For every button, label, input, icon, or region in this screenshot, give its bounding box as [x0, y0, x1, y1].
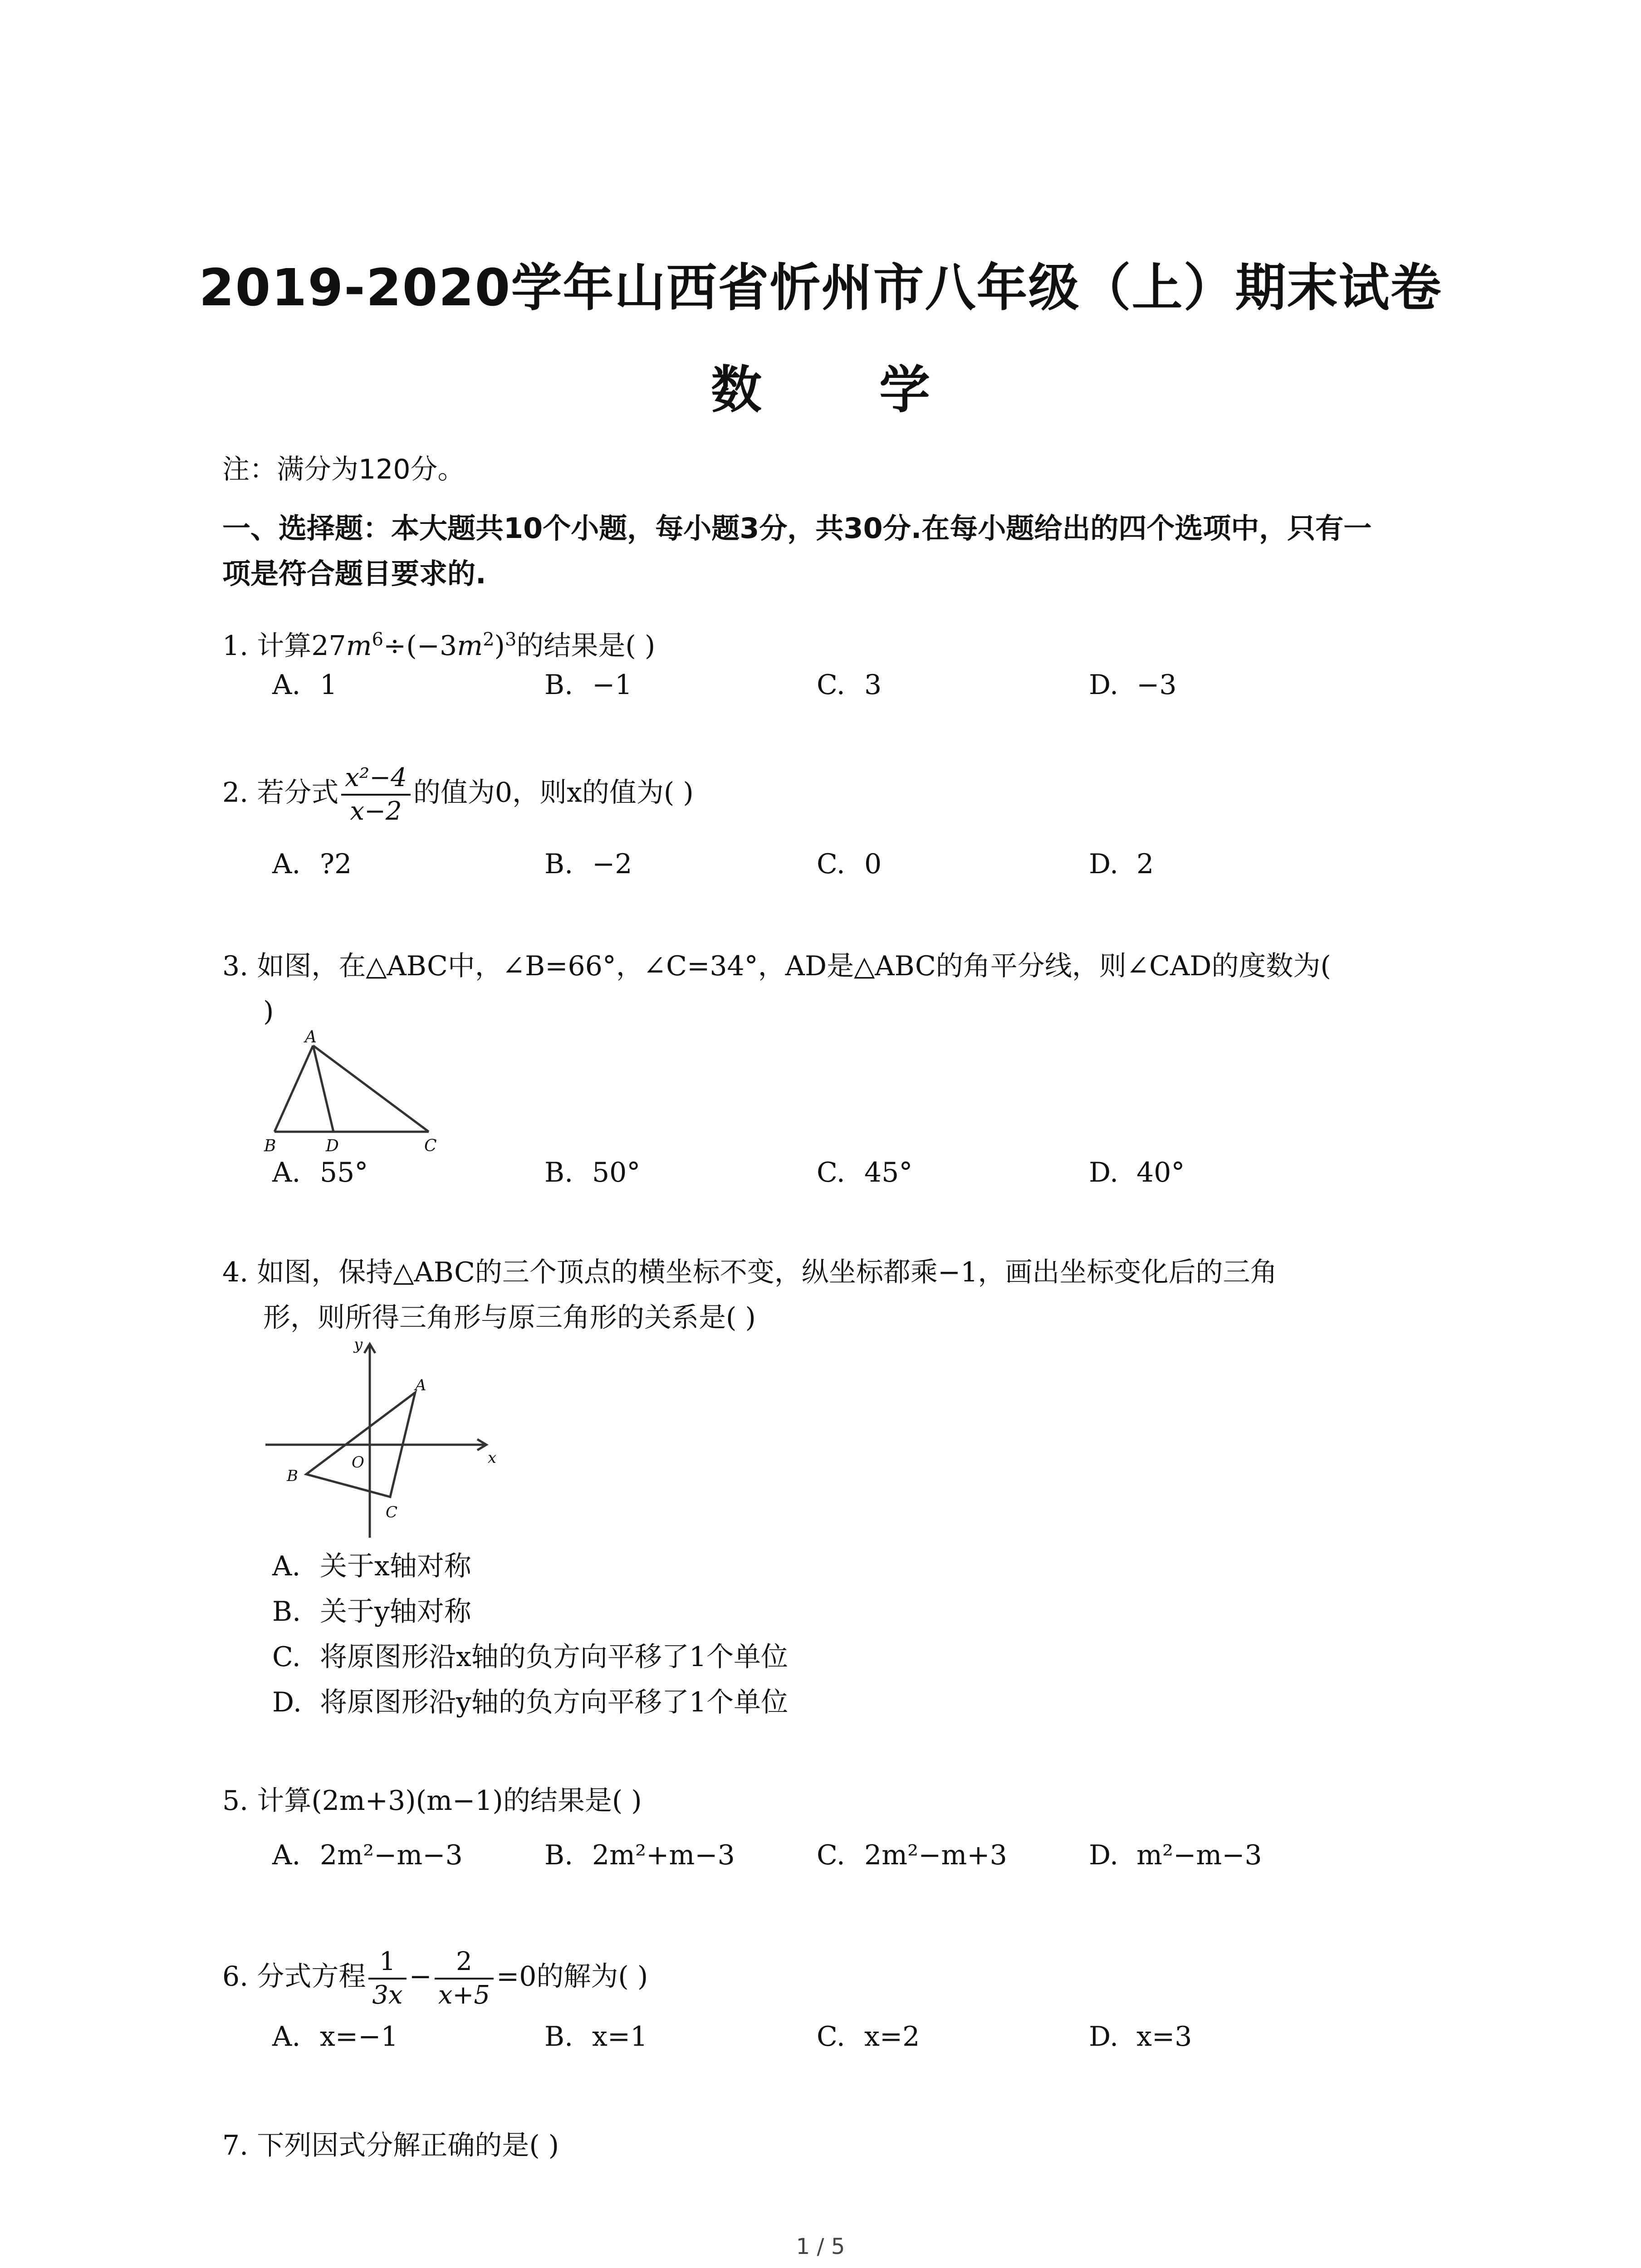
triangle-abc-figure — [254, 1030, 454, 1161]
question-6-option-a: A. x=−1 — [272, 2021, 398, 2053]
question-4-option-a: A. 关于x轴对称 — [272, 1550, 471, 1582]
question-6-option-c: C. x=2 — [817, 2021, 920, 2053]
question-5-option-c: C. 2m²−m+3 — [817, 1839, 1007, 1871]
fraction-2: $\frac{2}{x+5}$ — [435, 1946, 494, 2011]
question-2-option-a: A. ?2 — [272, 848, 352, 880]
fraction-1: $\frac{1}{3x}$ — [368, 1946, 406, 2011]
score-note: 注：满分为120分。 — [222, 454, 465, 485]
question-7-stem: 7. 下列因式分解正确的是( ) — [222, 2130, 559, 2161]
label-c: C — [424, 1137, 437, 1155]
label-b: B — [264, 1137, 276, 1155]
question-3-option-d: D. 40° — [1089, 1157, 1185, 1188]
page-number: 1 / 5 — [796, 2234, 845, 2259]
label-y: y — [354, 1335, 363, 1354]
question-1-option-b: B. −1 — [544, 669, 632, 701]
question-4-option-d: D. 将原图形沿y轴的负方向平移了1个单位 — [272, 1686, 789, 1718]
label-a: A — [415, 1376, 426, 1394]
label-x: x — [488, 1449, 497, 1467]
label-c: C — [386, 1503, 398, 1521]
question-6-option-b: B. x=1 — [544, 2021, 648, 2053]
question-2-option-d: D. 2 — [1089, 848, 1154, 880]
question-1-option-a: A. 1 — [272, 669, 338, 701]
label-b: B — [287, 1467, 298, 1485]
label-o: O — [352, 1453, 364, 1471]
exam-title: 2019-2020学年山西省忻州市八年级（上）期末试卷 — [199, 259, 1442, 318]
question-2-stem: 2. 若分式 $\frac{\text{x²−4}}{x-2}$ 的值为0，则x的值为( ) — [222, 762, 694, 827]
side-ab — [274, 1046, 313, 1132]
question-3-stem-line2: ) — [263, 996, 274, 1027]
question-5-option-b: B. 2m²+m−3 — [544, 1839, 735, 1871]
fraction: $\frac{\text{x²−4}}{x-2}$ — [341, 762, 411, 827]
question-4-option-c: C. 将原图形沿x轴的负方向平移了1个单位 — [272, 1641, 789, 1673]
question-6-stem: 6. 分式方程 $\frac{1}{3x}$ − $\frac{2}{x+5}$ =0的解为( ) — [222, 1946, 648, 2011]
question-1-option-d: D. −3 — [1089, 669, 1177, 701]
question-3-option-c: C. 45° — [817, 1157, 913, 1188]
question-5-option-d: D. m²−m−3 — [1089, 1839, 1262, 1871]
label-a: A — [305, 1030, 317, 1046]
question-2-option-c: C. 0 — [817, 848, 882, 880]
section-heading-line2: 项是符合题目要求的. — [222, 557, 486, 590]
coordinate-figure — [259, 1334, 504, 1547]
question-4-stem-line2: 形，则所得三角形与原三角形的关系是( ) — [263, 1302, 756, 1334]
question-5-stem: 5. 计算(2m+3)(m−1)的结果是( ) — [222, 1785, 642, 1817]
label-d: D — [326, 1137, 339, 1155]
question-4-option-b: B. 关于y轴对称 — [272, 1596, 471, 1628]
question-1-option-c: C. 3 — [817, 669, 882, 701]
section-heading-line1: 一、选择题：本大题共10个小题，每小题3分，共30分.在每小题给出的四个选项中，只有一 — [222, 512, 1372, 545]
question-3-stem: 3. 如图，在△ABC中，∠B=66°，∠C=34°，AD是△ABC的角平分线，则∠CAD的度数为( — [222, 950, 1331, 982]
question-6-option-d: D. x=3 — [1089, 2021, 1192, 2053]
question-3-option-b: B. 50° — [544, 1157, 641, 1188]
question-1-stem: 1. 计算$27m^6\div(-3m^2)^3$的结果是( ) — [222, 629, 656, 662]
subject-title: 数 学 — [711, 361, 980, 420]
question-4-stem: 4. 如图，保持△ABC的三个顶点的横坐标不变，纵坐标都乘−1，画出坐标变化后的三角 — [222, 1256, 1278, 1288]
question-3-option-a: A. 55° — [272, 1157, 368, 1188]
question-5-option-a: A. 2m²−m−3 — [272, 1839, 463, 1871]
question-2-option-b: B. −2 — [544, 848, 632, 880]
